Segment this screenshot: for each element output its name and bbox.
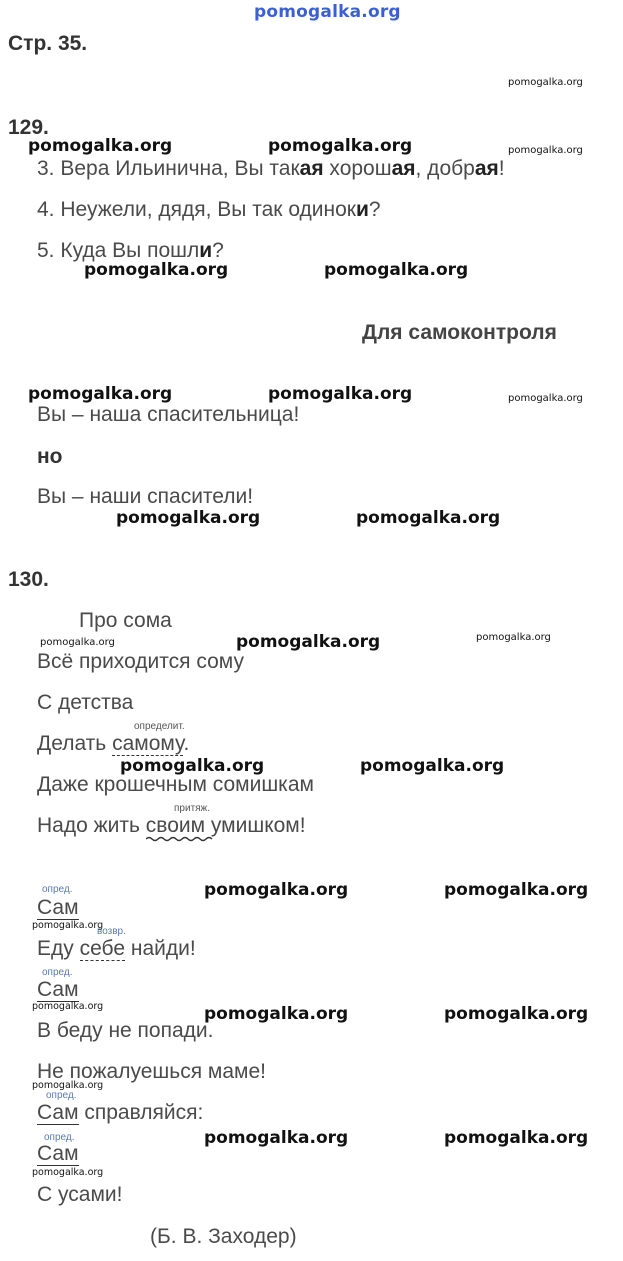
watermark: pomogalka.org bbox=[204, 1004, 349, 1024]
grammar-note: опред. bbox=[42, 967, 73, 978]
wavy-underline bbox=[146, 836, 214, 842]
watermark: pomogalka.org bbox=[324, 260, 469, 280]
answer-line-5: 5. Куда Вы пошли? bbox=[37, 239, 224, 262]
watermark: pomogalka.org bbox=[268, 136, 413, 156]
self-check-line-1: Вы – наша спасительница! bbox=[37, 403, 300, 426]
watermark: pomogalka.org bbox=[508, 393, 583, 404]
poem-line: Надо жить своим умишком! bbox=[37, 814, 306, 838]
watermark: pomogalka.org bbox=[32, 920, 104, 931]
watermark: pomogalka.org bbox=[444, 1128, 589, 1148]
exercise-number: 130. bbox=[8, 568, 49, 591]
underlined-pronoun: Сам bbox=[37, 1101, 79, 1124]
grammar-note: опред. bbox=[46, 1090, 77, 1101]
watermark: pomogalka.org bbox=[204, 1128, 349, 1148]
underlined-pronoun: себе bbox=[79, 937, 126, 960]
poem-line bbox=[37, 896, 79, 920]
watermark: pomogalka.org bbox=[84, 260, 229, 280]
poem-title: Про сома bbox=[79, 609, 172, 632]
exercise-number: 129. bbox=[8, 116, 49, 139]
poem-line bbox=[37, 978, 79, 1002]
poem-line: Сам справляйся: bbox=[37, 1101, 204, 1124]
self-check-line-2: Вы – наши спасители! bbox=[37, 485, 254, 508]
underlined-pronoun: Сам bbox=[37, 1142, 79, 1165]
watermark: pomogalka.org bbox=[268, 384, 413, 404]
poem-author: (Б. В. Заходер) bbox=[150, 1225, 297, 1248]
poem-line: Еду себе найди! bbox=[37, 937, 196, 960]
watermark: pomogalka.org bbox=[204, 880, 349, 900]
self-check-title: Для самоконтроля bbox=[362, 321, 557, 344]
watermark: pomogalka.org bbox=[508, 145, 583, 156]
underlined-pronoun: своим bbox=[146, 814, 205, 837]
grammar-note: притяж. bbox=[174, 803, 211, 814]
watermark: pomogalka.org bbox=[508, 77, 583, 88]
watermark: pomogalka.org bbox=[32, 1167, 104, 1178]
watermark: pomogalka.org bbox=[120, 756, 265, 776]
poem-line: В беду не попади. bbox=[37, 1019, 214, 1042]
answer-line-3: 3. Вера Ильинична, Вы такая хорошая, добрая! bbox=[37, 157, 505, 180]
watermark: pomogalka.org bbox=[32, 1001, 104, 1012]
answer-line-4: 4. Неужели, дядя, Вы так одиноки? bbox=[37, 198, 381, 221]
underlined-pronoun: самому bbox=[112, 732, 184, 755]
self-check-but: но bbox=[37, 445, 63, 468]
page-reference: Стр. 35. bbox=[8, 32, 88, 55]
poem-line: Всё приходится сому bbox=[37, 650, 244, 673]
poem-line bbox=[37, 1142, 79, 1166]
watermark: pomogalka.org bbox=[476, 632, 551, 643]
underlined-pronoun: Сам bbox=[37, 896, 79, 919]
grammar-note: опред. bbox=[42, 884, 73, 895]
poem-line: Не пожалуешься маме! bbox=[37, 1060, 266, 1083]
poem-line: Даже крошечным сомишкам bbox=[37, 773, 314, 796]
watermark: pomogalka.org bbox=[444, 1004, 589, 1024]
underlined-pronoun: Сам bbox=[37, 978, 79, 1001]
poem-line: Делать самому. bbox=[37, 732, 190, 755]
poem-line: С детства bbox=[37, 691, 134, 714]
poem-line: С усами! bbox=[37, 1183, 123, 1206]
watermark: pomogalka.org bbox=[40, 637, 115, 648]
watermark: pomogalka.org bbox=[32, 1080, 104, 1091]
watermark: pomogalka.org bbox=[236, 632, 381, 652]
grammar-note: опред. bbox=[44, 1132, 75, 1143]
watermark: pomogalka.org bbox=[116, 508, 261, 528]
watermark: pomogalka.org bbox=[444, 880, 589, 900]
watermark-top: pomogalka.org bbox=[254, 2, 401, 22]
grammar-note: возвр. bbox=[97, 926, 126, 937]
grammar-note: определит. bbox=[134, 721, 185, 732]
watermark: pomogalka.org bbox=[28, 384, 173, 404]
watermark: pomogalka.org bbox=[360, 756, 505, 776]
watermark: pomogalka.org bbox=[356, 508, 501, 528]
watermark: pomogalka.org bbox=[28, 136, 173, 156]
